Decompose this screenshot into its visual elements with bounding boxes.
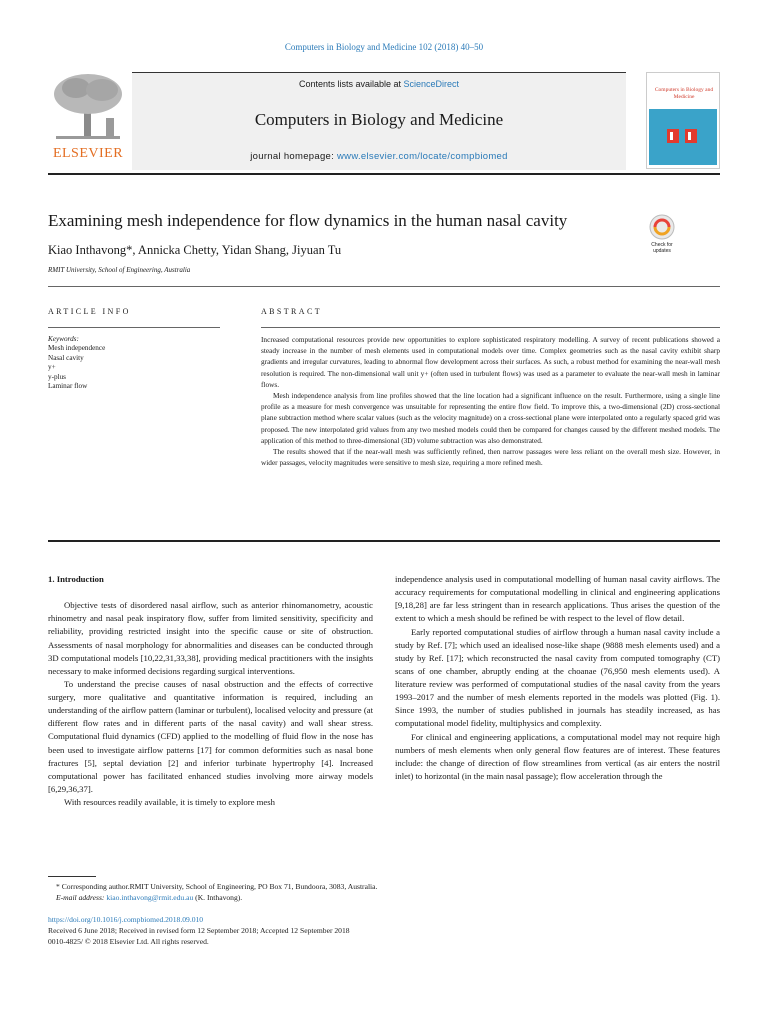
article-info-heading: ARTICLE INFO bbox=[48, 307, 131, 316]
footnotes bbox=[48, 881, 720, 947]
abstract-paragraph: The results showed that if the near-wall mesh was sufficiently refined, then narrow passages were less reliant on the overall mesh size. However, in wider passages, velocity magnitudes were sensitive to mesh size, requiring a more refined mesh. bbox=[261, 447, 720, 468]
keyword-item: y-plus bbox=[48, 372, 66, 381]
journal-homepage: journal homepage: www.elsevier.com/locate/compbiomed bbox=[250, 151, 508, 162]
keyword-item: Laminar flow bbox=[48, 382, 88, 391]
right-column bbox=[395, 573, 720, 783]
abstract-bottom-rule bbox=[48, 540, 720, 542]
body-paragraph: With resources readily available, it is timely to explore mesh bbox=[64, 797, 275, 807]
footnote-rule bbox=[48, 876, 96, 877]
keyword-item: Nasal cavity bbox=[48, 353, 84, 362]
check-updates-label: Check for updates bbox=[651, 242, 673, 254]
homepage-link[interactable]: www.elsevier.com/locate/compbiomed bbox=[337, 151, 508, 162]
copyright-line: 0010-4825/ © 2018 Elsevier Ltd. All rights reserved. bbox=[48, 937, 209, 946]
body-paragraph: For clinical and engineering applications, a computational model may not require high numbers of mesh elements when only general flow features are of interest. These features include: the change of direction of flow streamlines from vertical (as air enters the nostril inlet) to horizontal (in the main nasal passage); flow acceleration through the bbox=[395, 731, 720, 781]
contents-line: Contents lists available at ScienceDirect bbox=[298, 79, 460, 89]
title-rule bbox=[48, 286, 720, 287]
journal-citation[interactable]: Computers in Biology and Medicine 102 (2018) 40–50 bbox=[284, 42, 484, 52]
abstract-paragraph: Increased computational resources provide new opportunities to explore sophisticated respiratory modelling. A survey of recent publications showed a steady increase in the number of mesh elements used in computational models over time. Complex geometries such as the nasal cavity exhibit sharp gradients and irregular curvatures, leading to abnormal flow development across their surfaces. As such, a robust method for examining the near-wall mesh resolution is required. The non-dimensional wall unit y+ (often used in turbulent flows) was used as a parameter to evaluate the near-wall mesh in laminar flows. bbox=[261, 335, 720, 389]
journal-cover bbox=[646, 72, 720, 169]
journal-title: Computers in Biology and Medicine bbox=[254, 110, 504, 129]
check-for-updates-badge[interactable] bbox=[645, 212, 679, 258]
sciencedirect-link[interactable]: ScienceDirect bbox=[403, 79, 460, 89]
abstract-rule bbox=[261, 327, 720, 328]
doi-link[interactable]: https://doi.org/10.1016/j.compbiomed.2018.09.010 bbox=[48, 915, 204, 924]
body-paragraph: To understand the precise causes of nasal obstruction and the effects of corrective surgery, more qualitative and quantitative information is required, including an understanding of the airflow pattern (laminar or turbulent), localised velocity and pressure (at different flow rates and in different parts of the nasal cavity) and wall shear stress. Computational fluid dynamics (CFD) applied to the modelling of fluid flow in the nose has been used to investigate airflow patterns [17] for common deformities such as nasal bone fractures [5], septal deviation [2] and inferior turbinate hypertrophy [4]. Increased computational power has facilitated enhanced studies involving more airway models [6,29,36,37]. bbox=[48, 678, 373, 794]
keywords-block bbox=[48, 335, 105, 391]
elsevier-wordmark: ELSEVIER bbox=[52, 146, 124, 161]
received-dates: Received 6 June 2018; Received in revised form 12 September 2018; Accepted 12 September 2018 bbox=[48, 926, 350, 935]
keyword-item: y+ bbox=[48, 363, 56, 372]
abstract-heading: ABSTRACT bbox=[261, 307, 322, 316]
info-rule bbox=[48, 327, 220, 328]
left-column bbox=[48, 573, 373, 809]
affiliation: RMIT University, School of Engineering, Australia bbox=[48, 266, 191, 274]
cover-title: Computers in Biology and Medicine bbox=[654, 87, 714, 100]
paper-title: Examining mesh independence for flow dynamics in the human nasal cavity bbox=[48, 211, 568, 230]
abstract-paragraph: Mesh independence analysis from line profiles showed that the line location had a significant influence on the result. Furthermore, using a single line profile as a measure for mesh convergence was unsuitable for representing the entire flow field. To improve this, a two-dimensional (2D) cross-sectional plane subtraction method where scalar values (such as the velocity magnitude) on a cross-sectional plane were interpolated onto a regularly spaced grid was proposed. The new interpolated grid values from any two meshed models could then be compared for changes caused by the different meshed models. The application of this method to three-dimensional (3D) volume subtraction was also demonstrated. bbox=[261, 391, 720, 445]
body-paragraph: Early reported computational studies of airflow through a human nasal cavity include a study by Ref. [7]; which used an idealised nose-like shape (9888 mesh elements used) and a study by Ref. [17]; which reconstructed the nasal cavity from computed tomography (CT) scans of one chamber, abruptly ending at the choanae (76,950 mesh elements used). A literature review was performed of computational studies of the nasal cavity from the years 1993–2017 and the number of mesh elements reported in the models was plotted (Fig. 1). Since 1993, the number of studies published in journals has steadily increased, as has computational model fidelity, multiphysics and complexity. bbox=[395, 626, 720, 729]
email-note: E-mail address: kiao.inthavong@rmit.edu.au (K. Inthavong). bbox=[56, 893, 243, 902]
body-paragraph: independence analysis used in computational modelling of human nasal cavity airflows. The accuracy requirements for computational modelling in clinical and engineering applications [9,18,28] are far less stringent than in research applications. Thus arises the question of the extent to which a mesh should be refined be with respect to the level of flow detail. bbox=[395, 574, 720, 624]
author-list: Kiao Inthavong*, Annicka Chetty, Yidan Shang, Jiyuan Tu bbox=[48, 243, 342, 257]
corresponding-author-note: * Corresponding author.RMIT University, School of Engineering, PO Box 71, Bundoora, 3083, Australia. bbox=[56, 882, 378, 891]
email-link[interactable]: kiao.inthavong@rmit.edu.au bbox=[106, 893, 194, 902]
body-paragraph: Objective tests of disordered nasal airflow, such as anterior rhinomanometry, acoustic rhinometry and nasal peak inspiratory flow, suffer from limited sensitivity, specificity and reliability, providing restricted insight into the specific cause or site of obstruction. Assessments of nasal morphology for abnormalities and diseases can be conducted through 3D computational models [10,22,31,33,38], providing medical practitioners with the insights necessary to make informed decisions regarding surgical interventions. bbox=[48, 600, 373, 676]
keyword-item: Mesh independence bbox=[48, 344, 106, 353]
section-heading: 1. Introduction bbox=[48, 574, 104, 584]
header-rule bbox=[48, 173, 720, 175]
abstract-body bbox=[261, 334, 720, 468]
keywords-label: Keywords: bbox=[48, 335, 79, 343]
cover-art bbox=[649, 109, 717, 165]
